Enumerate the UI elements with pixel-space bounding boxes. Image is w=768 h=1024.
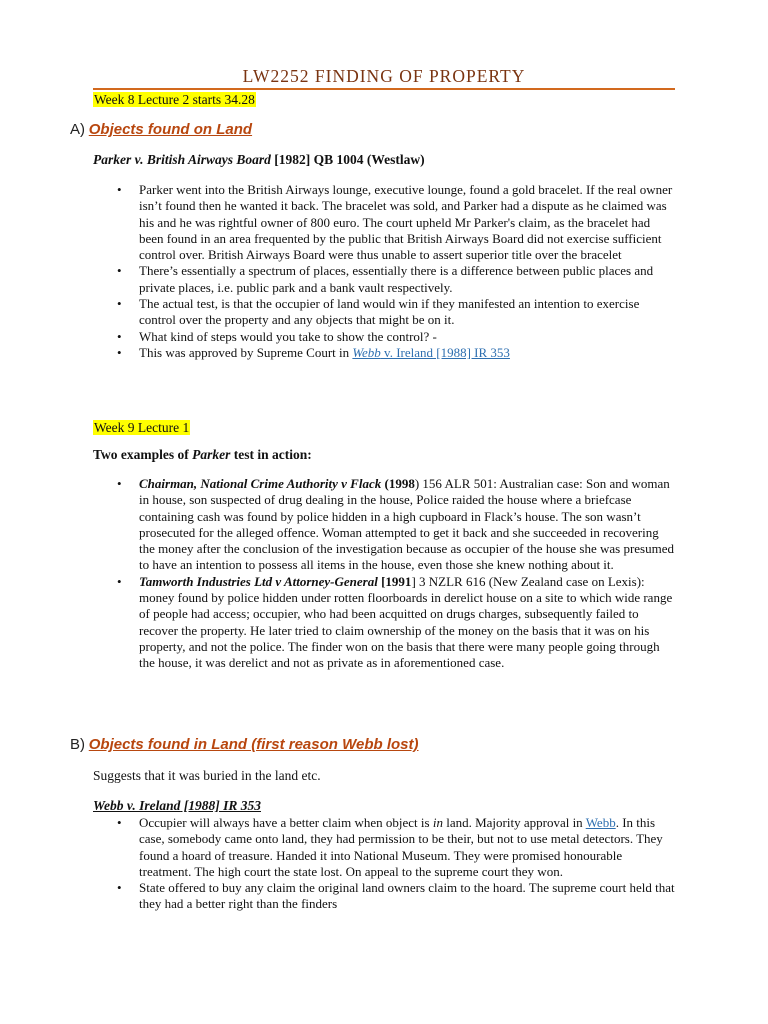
two-examples-heading: Two examples of Parker test in action:	[93, 447, 312, 462]
list-item: • State offered to buy any claim the original land owners claim to the hoard. The supreme court held that they had a better right than the finders	[117, 880, 675, 912]
section-a-letter: A)	[70, 121, 85, 138]
list-item: • The actual test, is that the occupier of land would win if they manifested an intention to exercise control over the property and any objects that might be on it.	[117, 296, 640, 328]
week9-highlight: Week 9 Lecture 1	[94, 420, 190, 435]
section-a-bullets	[93, 182, 675, 361]
list-item: • Occupier will always have a better claim when object is in land. Majority approval in Webb. In this case, somebody came onto land, they had permission to be their, but not to use metal detectors. They found a hoard of treasure. Handed it into National Museum. They were promised honourable treatment. The high court the state lost. On appeal to the supreme court they won.	[117, 815, 663, 879]
bullet-icon: •	[117, 263, 122, 279]
parker-case-heading	[93, 152, 425, 168]
list-item: • This was approved by Supreme Court in Webb v. Ireland [1988] IR 353	[117, 344, 510, 360]
week8-note	[93, 92, 256, 108]
list-item: • Parker went into the British Airways lounge, executive lounge, found a gold bracelet. If the real owner isn’t found then he wanted it back. The bracelet was sold, and Parker had a dispute as he claimed was his and he was rightful owner of 800 euro. The court upheld Mr Parker's claim, as the bracelet had been found in an area frequented by the public that British Airways Board did not exercise sufficient control over. British Airways Board were thus unable to assert superior title over the bracelet	[117, 182, 673, 263]
parker-case-citation: [1982] QB 1004 (Westlaw)	[270, 152, 425, 167]
section-b-title: Objects found in Land (first reason Webb lost)	[88, 736, 419, 753]
bullet-icon: •	[117, 182, 122, 197]
title-underline-rule	[93, 88, 675, 90]
section-b-letter: B)	[70, 736, 85, 753]
webb-ireland-link[interactable]: Webb v. Ireland [1988] IR 353	[352, 344, 510, 360]
section-b-heading	[70, 736, 419, 754]
webb-case-heading	[93, 798, 261, 814]
section-b-bullets	[93, 815, 675, 913]
bullet-icon: •	[117, 815, 122, 830]
page-title: LW2252 FINDING OF PROPERTY	[242, 66, 526, 86]
bullet-icon: •	[117, 344, 122, 360]
list-item: • Tamworth Industries Ltd v Attorney-General [1991] 3 NZLR 616 (New Zealand case on Lexis): money found by police hidden under rotten floorboards in derelict house on a site to which wide range of people had access; occupier, who had been acquitted on drugs charges, subsequently failed to recover the property. He later tried to claim ownership of the money on the basis that it was on his property, and not the police. The finder won on the basis that there were many people going through the house, it was derelict and not as private as in aforementioned case.	[117, 573, 673, 671]
bullet-icon: •	[117, 880, 122, 896]
bullet-icon: •	[117, 296, 122, 312]
webb-link[interactable]: Webb	[585, 815, 616, 830]
tamworth-case-name: Tamworth Industries Ltd v Attorney-General	[139, 573, 378, 589]
webb-case-citation: [1988] IR 353	[180, 798, 261, 813]
section-a-title: Objects found on Land	[88, 121, 253, 138]
week9-note	[93, 420, 190, 436]
section-a-heading	[70, 121, 252, 139]
flack-case-name: Chairman, National Crime Authority v Flack	[139, 476, 382, 491]
suggests-text: Suggests that it was buried in the land etc.	[93, 768, 321, 783]
list-item: • There’s essentially a spectrum of places, essentially there is a difference between public places and private places, i.e. public park and a bank vault respectively.	[117, 263, 654, 295]
list-item: • What kind of steps would you take to show the control? -	[117, 328, 437, 344]
bullet-icon: •	[117, 476, 122, 491]
webb-case-name: Webb v. Ireland	[93, 798, 181, 813]
bullet-icon: •	[117, 573, 122, 589]
examples-bullets	[93, 476, 675, 672]
bullet-icon: •	[117, 328, 122, 344]
parker-case-name: Parker v. British Airways Board	[93, 152, 271, 167]
week8-highlight: Week 8 Lecture 2 starts 34.28	[94, 92, 255, 107]
list-item: • Chairman, National Crime Authority v Flack (1998) 156 ALR 501: Australian case: Son and woman in house, son suspected of drug dealing in the house, Police raided the house where a briefcase containing cash was found by police hidden in a high cupboard in Flack’s house. The son wasn’t prosecuted for the alleged offence. Woman attempted to get it back and she succeeded in recovering the money after the conclusion of the investigation because as occupier of the house she was presumed to have an intention to possess all items in the house, even those she knew nothing about it.	[117, 476, 674, 573]
